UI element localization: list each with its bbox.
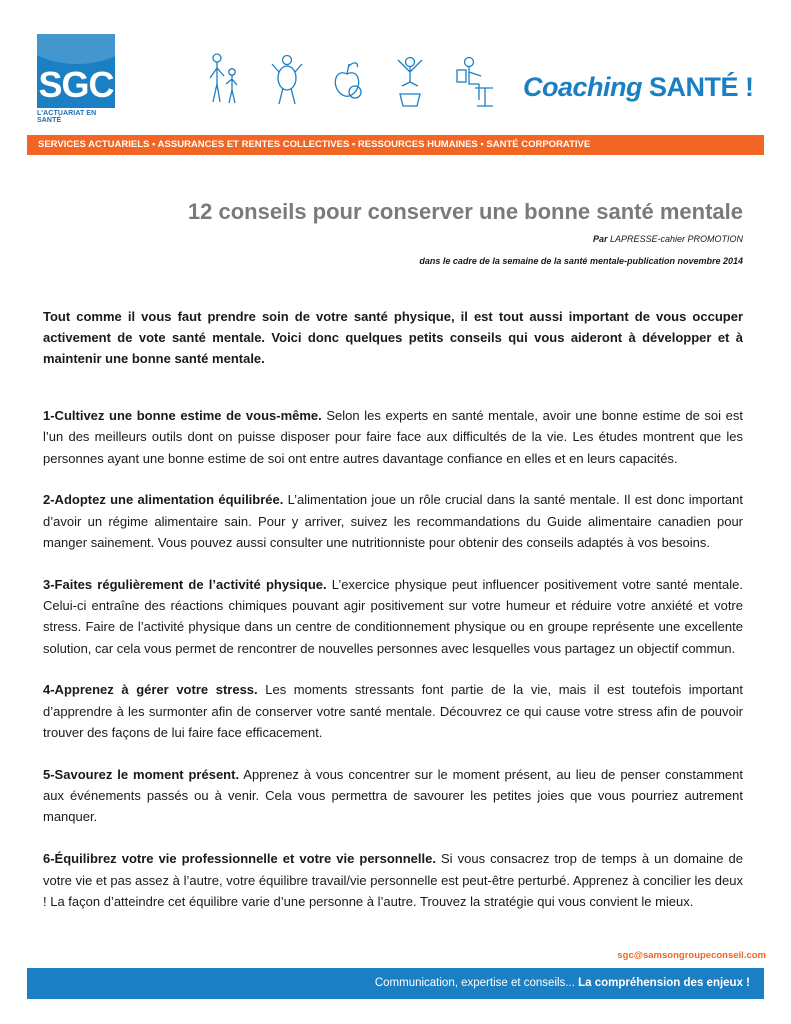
contact-email-link[interactable]: sgc@samsongroupeconseil.com bbox=[617, 950, 766, 961]
logo-tagline: L'ACTUARIAT EN SANTÉ bbox=[37, 110, 97, 124]
tip-body: L’alimentation joue un rôle crucial dans la santé mentale. Il est donc important d’avoir un régime alimentaire sain. Pour y arriver, suivez les recommandations du Guide alimentaire canadien pour manger sainement. Vous pouvez aussi consulter une nutritionniste pour obtenir des conseils adaptés à vos besoins. bbox=[43, 492, 743, 550]
footer-tagline-bar bbox=[27, 968, 764, 999]
family-icon bbox=[205, 50, 245, 108]
footer-tagline-emphasis: La compréhension des enjeux ! bbox=[578, 977, 750, 989]
article-byline bbox=[593, 234, 743, 244]
tip-body: Apprenez à vous concentrer sur le moment présent, au lieu de penser constamment aux événements passés ou à venir. Cela vous permettra de savourer les petites joies que vous pourriez autrement manquer. bbox=[43, 766, 744, 825]
tip-item bbox=[43, 405, 743, 469]
tip-heading: 6-Équilibrez votre vie professionnelle et votre vie personnelle. bbox=[43, 851, 436, 867]
tip-heading: 2-Adoptez une alimentation équilibrée. bbox=[43, 492, 284, 508]
footer-tagline: Communication, expertise et conseils... bbox=[374, 977, 579, 989]
brand-coaching: Coaching bbox=[523, 72, 643, 102]
services-bar: SERVICES ACTUARIELS ▪ ASSURANCES ET RENTES COLLECTIVES ▪ RESSOURCES HUMAINES ▪ SANTÉ CORPORATIVE bbox=[27, 135, 764, 155]
logo-text: SGC bbox=[38, 64, 114, 105]
tip-item bbox=[43, 679, 743, 743]
tip-item bbox=[43, 574, 743, 659]
article-context: dans le cadre de la semaine de la santé mentale-publication novembre 2014 bbox=[419, 256, 743, 266]
exercise-icon bbox=[267, 50, 307, 108]
article-title: 12 conseils pour conserver une bonne santé mentale bbox=[187, 199, 743, 224]
tip-item bbox=[43, 848, 743, 912]
tip-body: Selon les experts en santé mentale, avoir une bonne estime de soi est l’un des meilleurs outils dont on puisse disposer pour faire face aux difficultés de la vie. Les études montrent que les personnes ayant une bonne estime de soi ont entre autres davantage confiance en elles et en leurs capacités. bbox=[43, 408, 743, 466]
tip-heading: 1-Cultivez une bonne estime de vous-même. bbox=[43, 408, 322, 423]
logo-box bbox=[37, 34, 115, 108]
coaching-sante-brand bbox=[523, 72, 754, 103]
byline-prefix: Par bbox=[592, 234, 608, 244]
tip-body: L’exercice physique peut influencer positivement votre santé mentale. Celui-ci entraîne des réactions chimiques pouvant agir positivement sur votre humeur et réduire votre anxiété et votre stress. Faire de l’activité physique dans un centre de conditionnement physique ou en groupe représente une excellente solution, car cela vous permet de rencontrer de nouvelles personnes avec lesquelles vous partagez un objectif commun. bbox=[43, 576, 743, 656]
brand-sante: SANTÉ ! bbox=[642, 72, 754, 102]
tip-item bbox=[43, 764, 743, 828]
tip-item bbox=[43, 489, 743, 553]
tips-list bbox=[43, 405, 743, 933]
tip-heading: 3-Faites régulièrement de l’activité physique. bbox=[43, 576, 327, 592]
byline-source: LAPRESSE-cahier PROMOTION bbox=[607, 234, 743, 244]
article-intro: Tout comme il vous faut prendre soin de votre santé physique, il est tout aussi important de vous occuper activement de vote santé mentale. Voici donc quelques petits conseils qui vous aideront à développer et à maintenir une bonne santé mentale. bbox=[43, 309, 743, 366]
desk-work-icon bbox=[455, 50, 495, 108]
fruit-icon bbox=[327, 50, 367, 108]
company-logo bbox=[37, 34, 115, 122]
tip-heading: 5-Savourez le moment présent. bbox=[43, 766, 240, 782]
tip-body: Si vous consacrez trop de temps à un domaine de votre vie et pas assez à l’autre, votre équilibre travail/vie personnelle est peut-être perturbé. Apprenez à concilier les deux ! La façon d’atteindre cet équilibre varie d’une personne à l’autre. Trouvez la stratégie qui vous convient le mieux. bbox=[43, 851, 743, 909]
meditation-icon bbox=[390, 50, 430, 108]
tip-body: Les moments stressants font partie de la vie, mais il est toutefois important d’apprendre à les surmonter afin de conserver votre santé mentale. Découvrez ce qui cause votre stress afin de pouvoir trouver des façons de lui faire face efficacement. bbox=[43, 682, 743, 741]
header-illustrations bbox=[205, 50, 505, 108]
tip-heading: 4-Apprenez à gérer votre stress. bbox=[43, 682, 258, 698]
